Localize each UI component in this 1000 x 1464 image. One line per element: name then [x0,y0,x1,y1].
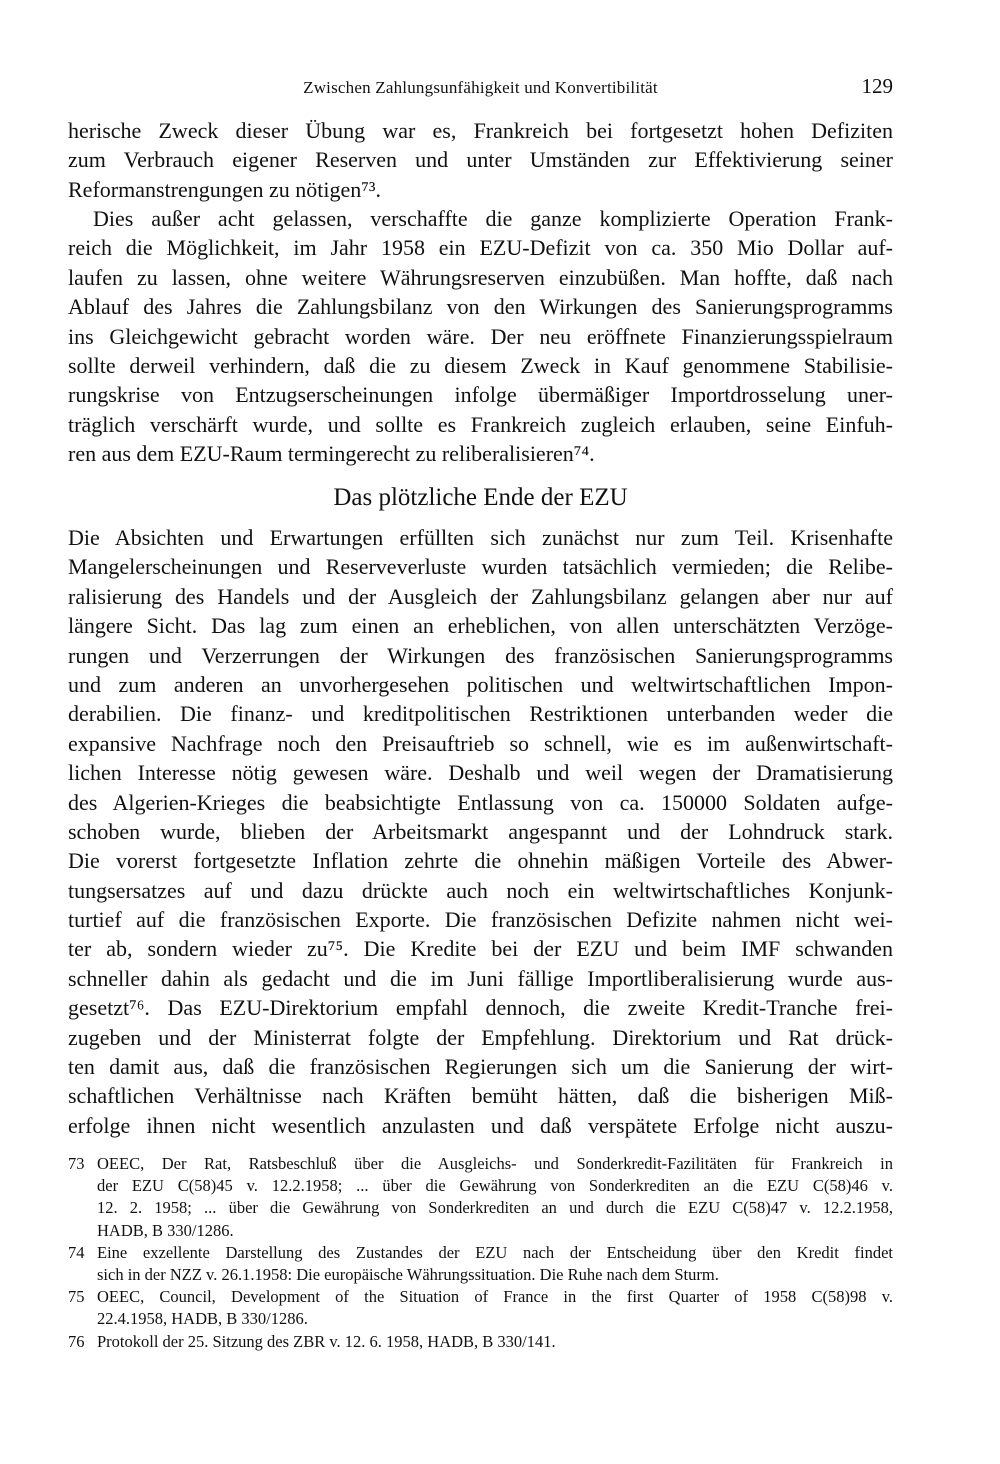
text-line: gesetzt⁷⁶. Das EZU-Direktorium empfahl dennoch, die zweite Kredit-Tranche frei- [68,995,893,1021]
text-line: ter ab, sondern wieder zu⁷⁵. Die Kredite bei der EZU und beim IMF schwanden [68,936,893,962]
footnote-line: OEEC, Council, Development of the Situation of France in the first Quarter of 1958 C(58)98 v. [97,1287,893,1307]
running-head [68,72,893,102]
text-line: herische Zweck dieser Übung war es, Frankreich bei fortgesetzt hohen Defiziten [68,118,893,143]
footnote-line: Eine exzellente Darstellung des Zustandes der EZU nach der Entscheidung über den Kredit findet [97,1242,893,1262]
footnote-line: sich in der NZZ v. 26.1.1958: Die europäische Währungssituation. Die Ruhe nach dem Sturm. [97,1264,719,1284]
paragraph-1 [68,116,893,204]
footnote-number: 74 [68,1242,85,1262]
page-number: 129 [861,74,893,98]
text-line: ren aus dem EZU-Raum termingerecht zu reliberalisieren⁷⁴. [68,441,595,467]
text-line: erfolge ihnen nicht wesentlich anzulasten und daß verspätete Erfolge nicht auszu- [68,1112,893,1138]
text-line: und zum anderen an unvorhergesehen politischen und weltwirtschaftlichen Impon- [68,671,893,697]
running-title: Zwischen Zahlungsunfähigkeit und Konvertibilität [303,78,658,97]
text-line: turtief auf die französischen Exporte. Die französischen Defizite nahmen nicht wei- [68,907,893,933]
footnote-line: OEEC, Der Rat, Ratsbeschluß über die Ausgleichs- und Sonderkredit-Fazilitäten für Frankreich in [97,1154,893,1173]
footnote-75 [68,1286,893,1330]
text-line: zugeben und der Ministerrat folgte der Empfehlung. Direktorium und Rat drück- [68,1024,893,1050]
text-line: ten damit aus, daß die französischen Regierungen sich um die Sanierung der wirt- [68,1054,893,1080]
footnote-line: der EZU C(58)45 v. 12.2.1958; ... über die Gewährung von Sonderkrediten an die EZU C(58)46 v. [97,1176,893,1196]
text-line: lichen Interesse nötig gewesen wäre. Deshalb und weil wegen der Dramatisierung [68,760,893,786]
section-heading: Das plötzliche Ende der EZU [333,484,628,511]
text-line: tungsersatzes auf und dazu drückte auch noch ein weltwirtschaftliches Konjunk- [68,877,893,903]
text-line: schneller dahin als gedacht und die im Juni fällige Importliberalisierung wurde aus- [68,965,893,991]
footnote-number: 75 [68,1287,85,1307]
text-line: sollte derweil verhindern, daß die zu diesem Zweck in Kauf genommene Stabilisie- [68,352,893,378]
paragraph-3 [68,523,893,1140]
text-line: Die Absichten und Erwartungen erfüllten sich zunächst nur zum Teil. Krisenhafte [68,525,893,550]
text-line: derabilien. Die finanz- und kreditpolitischen Restriktionen unterbanden weder die [68,701,893,727]
text-line: expansive Nachfrage noch den Preisauftrieb so schnell, wie es im außenwirtschaft- [68,730,893,756]
text-line: ins Gleichgewicht gebracht worden wäre. Der neu eröffnete Finanzierungsspielraum [68,323,893,349]
text-line: rungskrise von Entzugserscheinungen infolge übermäßiger Importdrosselung uner- [68,382,893,408]
text-line: des Algerien-Krieges die beabsichtigte Entlassung von ca. 150000 Soldaten aufge- [68,789,893,815]
text-line: längere Sicht. Das lag zum einen an erheblichen, von allen unterschätzten Verzöge- [68,613,893,639]
footnote-76 [68,1331,893,1353]
text-line: Mangelerscheinungen und Reserveverluste wurden tatsächlich vermieden; die Relibe- [68,554,893,580]
footnotes [68,1153,893,1353]
text-line: schoben wurde, blieben der Arbeitsmarkt angespannt und der Lohndruck stark. [68,818,893,844]
text-line: Ablauf des Jahres die Zahlungsbilanz von den Wirkungen des Sanierungsprogramms [68,294,893,320]
footnote-line: Protokoll der 25. Sitzung des ZBR v. 12. 6. 1958, HADB, B 330/141. [97,1331,556,1351]
footnote-line: 22.4.1958, HADB, B 330/1286. [97,1309,308,1329]
text-line: träglich verschärft wurde, und sollte es Frankreich zugleich erlauben, seine Einfuh- [68,411,893,437]
paragraph-2 [68,204,893,469]
footnote-line: HADB, B 330/1286. [97,1220,234,1240]
text-line: zum Verbrauch eigener Reserven und unter Umständen zur Effektivierung seiner [68,147,893,173]
text-line: Die vorerst fortgesetzte Inflation zehrte die ohnehin mäßigen Vorteile des Abwer- [68,848,893,874]
footnote-number: 76 [68,1331,85,1351]
text-line: schaftlichen Verhältnisse nach Kräften bemüht hätten, daß die bisherigen Miß- [68,1083,893,1109]
footnote-74 [68,1242,893,1286]
footnote-line: 12. 2. 1958; ... über die Gewährung von Sonderkrediten an und durch die EZU C(58)47 v. 12.2.1958, [97,1198,893,1218]
text-line: rungen und Verzerrungen der Wirkungen des französischen Sanierungsprogramms [68,642,893,668]
text-line: Reformanstrengungen zu nötigen⁷³. [68,176,382,202]
text-line: Dies außer acht gelassen, verschaffte die ganze komplizierte Operation Frank- [93,206,893,231]
text-line: laufen zu lassen, ohne weitere Währungsreserven einzubüßen. Man hoffte, daß nach [68,264,893,290]
text-line: reich die Möglichkeit, im Jahr 1958 ein EZU-Defizit von ca. 350 Mio Dollar auf- [68,235,893,261]
footnote-73 [68,1153,893,1242]
text-line: ralisierung des Handels und der Ausgleich der Zahlungsbilanz gelangen aber nur auf [68,583,893,609]
footnote-number: 73 [68,1154,85,1173]
